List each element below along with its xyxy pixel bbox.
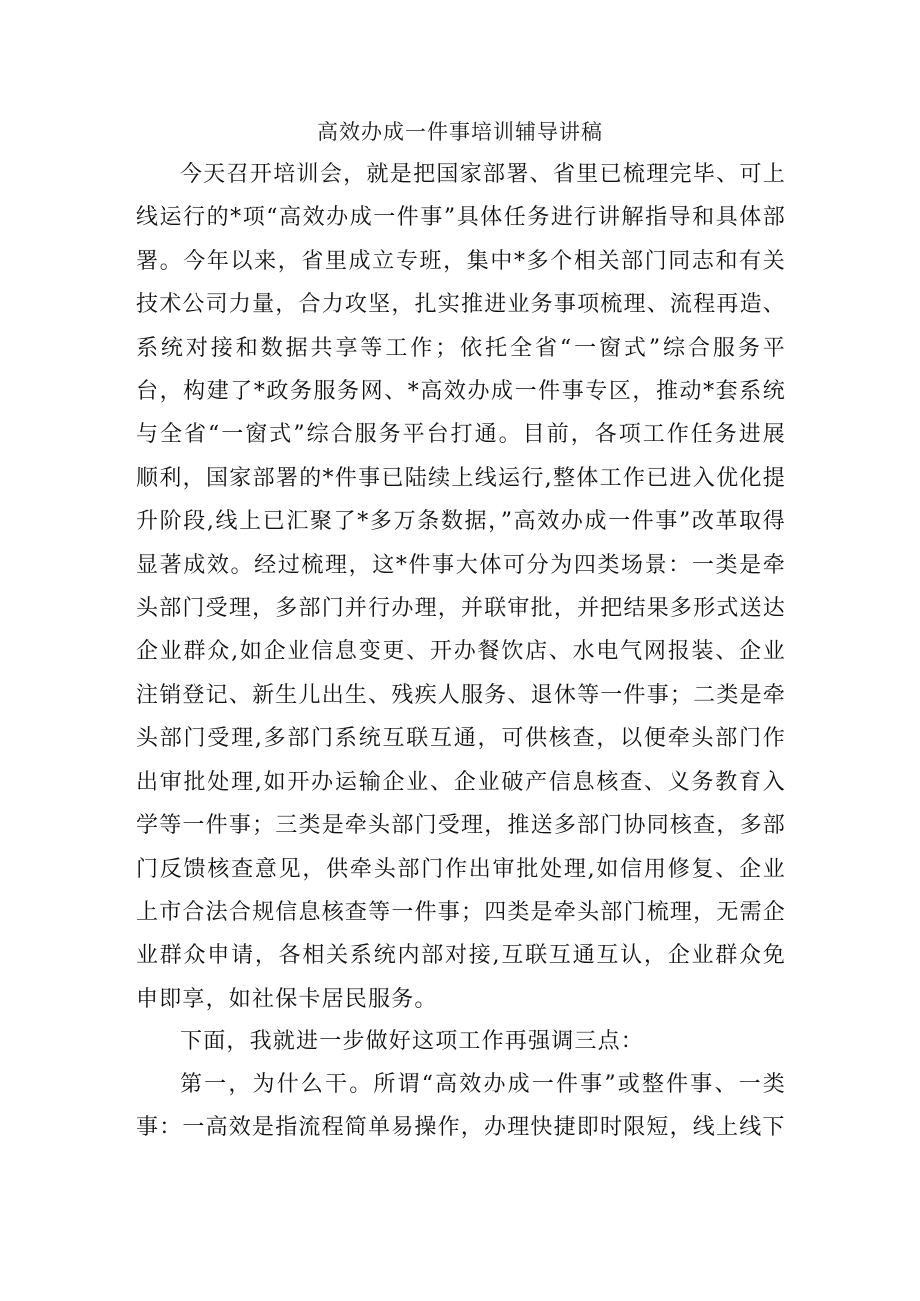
document-title: 高效办成一件事培训辅导讲稿 <box>317 120 603 144</box>
paragraph-intro: 今天召开培训会，就是把国家部署、省里已梳理完毕、可上线运行的*项“高效办成一件事”具体任务进行讲解指导和具体部署。今年以来，省里成立专班，集中*多个相关部门同志和有关技术公司力量，合力攻坚，扎实推进业务事项梳理、流程再造、系统对接和数据共享等工作；依托全省“一窗式”综合服务平台，构建了*政务服务网、*高效办成一件事专区，推动*套系统与全省“一窗式”综合服务平台打通。目前，各项工作任务进展顺利，国家部署的*件事已陆续上线运行,整体工作已进入优化提升阶段,线上已汇聚了*多万条数据，”高效办成一件事”改革取得显著成效。经过梳理，这*件事大体可分为四类场景：一类是牵头部门受理，多部门并行办理，并联审批，并把结果多形式送达企业群众,如企业信息变更、开办餐饮店、水电气网报装、企业注销登记、新生儿出生、残疾人服务、退休等一件事；二类是牵头部门受理,多部门系统互联互通，可供核查，以便牵头部门作出审批处理,如开办运输企业、企业破产信息核查、义务教育入学等一件事；三类是牵头部门受理，推送多部门协同核查，多部门反馈核查意见，供牵头部门作出审批处理,如信用修复、企业上市合法合规信息核查等一件事；四类是牵头部门梳理，无需企业群众申请，各相关系统内部对接,互联互通互认，企业群众免申即享，如社保卡居民服务。 <box>136 162 786 1012</box>
paragraph-transition: 下面，我就进一步做好这项工作再强调三点： <box>180 1029 645 1054</box>
paragraph-point-one: 第一，为什么干。所谓“高效办成一件事”或整件事、一类事：一高效是指流程简单易操作，办理快捷即时限短，线上线下 <box>136 1072 786 1141</box>
